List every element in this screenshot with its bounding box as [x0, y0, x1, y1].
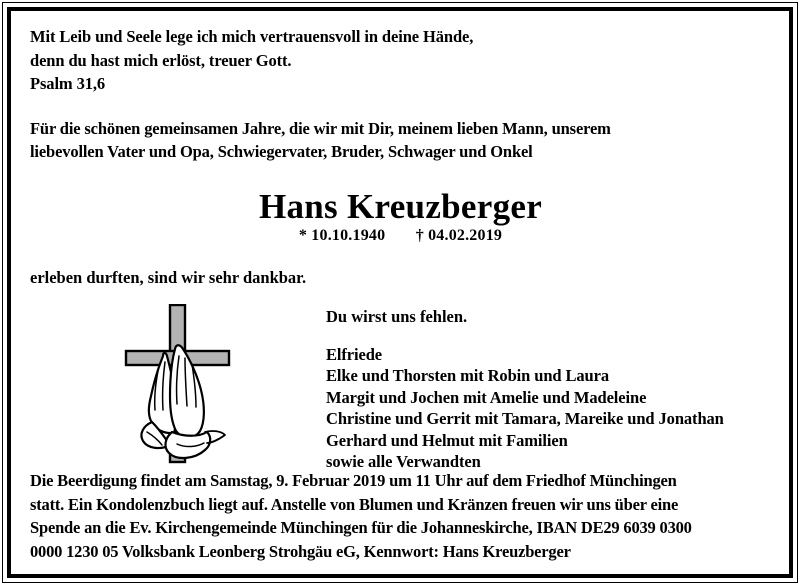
emblem-and-mourners-row — [30, 302, 771, 473]
dedication-line-1: Für die schönen gemeinsamen Jahre, die wir mit Dir, meinem lieben Mann, unserem — [30, 118, 611, 138]
funeral-line: 0000 1230 05 Volksbank Leonberg Strohgäu eG, Kennwort: Hans Kreuzberger — [30, 541, 571, 561]
deceased-name-block — [30, 188, 771, 246]
dedication-text — [30, 117, 771, 164]
death-symbol: † — [415, 226, 424, 244]
mourner-line: Elfriede — [326, 344, 383, 364]
mourner-line: Elke und Thorsten mit Robin und Laura — [326, 366, 610, 385]
mourner-line: Gerhard und Helmut mit Familien — [326, 430, 568, 450]
gratitude-text: erleben durften, sind wir sehr dankbar. — [30, 267, 307, 287]
mourner-line: Christine und Gerrit mit Tamara, Mareike und Jonathan — [326, 409, 724, 428]
farewell-text: Du wirst uns fehlen. — [326, 306, 468, 326]
funeral-line: statt. Ein Kondolenzbuch liegt auf. Anstelle von Blumen und Kränzen freuen wir uns über eine — [30, 494, 679, 514]
emblem-column — [30, 302, 326, 464]
death-date: 04.02.2019 — [428, 226, 503, 244]
notice-content — [11, 11, 789, 574]
deceased-name: Hans Kreuzberger — [258, 186, 543, 226]
funeral-line: Die Beerdigung findet am Samstag, 9. Februar 2019 um 11 Uhr auf dem Friedhof Münchingen — [30, 471, 677, 490]
birth-date: 10.10.1940 — [311, 226, 386, 244]
verse-line-1: Mit Leib und Seele lege ich mich vertrauensvoll in deine Hände, — [30, 27, 474, 46]
bible-verse — [30, 25, 771, 96]
mourners-column — [326, 302, 771, 473]
funeral-line: Spende an die Ev. Kirchengemeinde Münchingen für die Johanneskirche, IBAN DE29 6039 0300 — [30, 518, 692, 537]
funeral-information — [30, 469, 773, 563]
dedication-line-2: liebevollen Vater und Opa, Schwiegervater, Bruder, Schwager und Onkel — [30, 142, 533, 161]
mourner-line: sowie alle Verwandten — [326, 452, 481, 471]
verse-line-2: denn du hast mich erlöst, treuer Gott. — [30, 50, 292, 70]
birth-symbol: * — [298, 226, 308, 244]
verse-reference: Psalm 31,6 — [30, 74, 106, 93]
mourner-line: Margit und Jochen mit Amelie und Madeleine — [326, 387, 647, 407]
mourners-list — [326, 344, 771, 473]
praying-hands-over-cross-icon — [117, 304, 239, 464]
life-dates — [30, 226, 771, 246]
